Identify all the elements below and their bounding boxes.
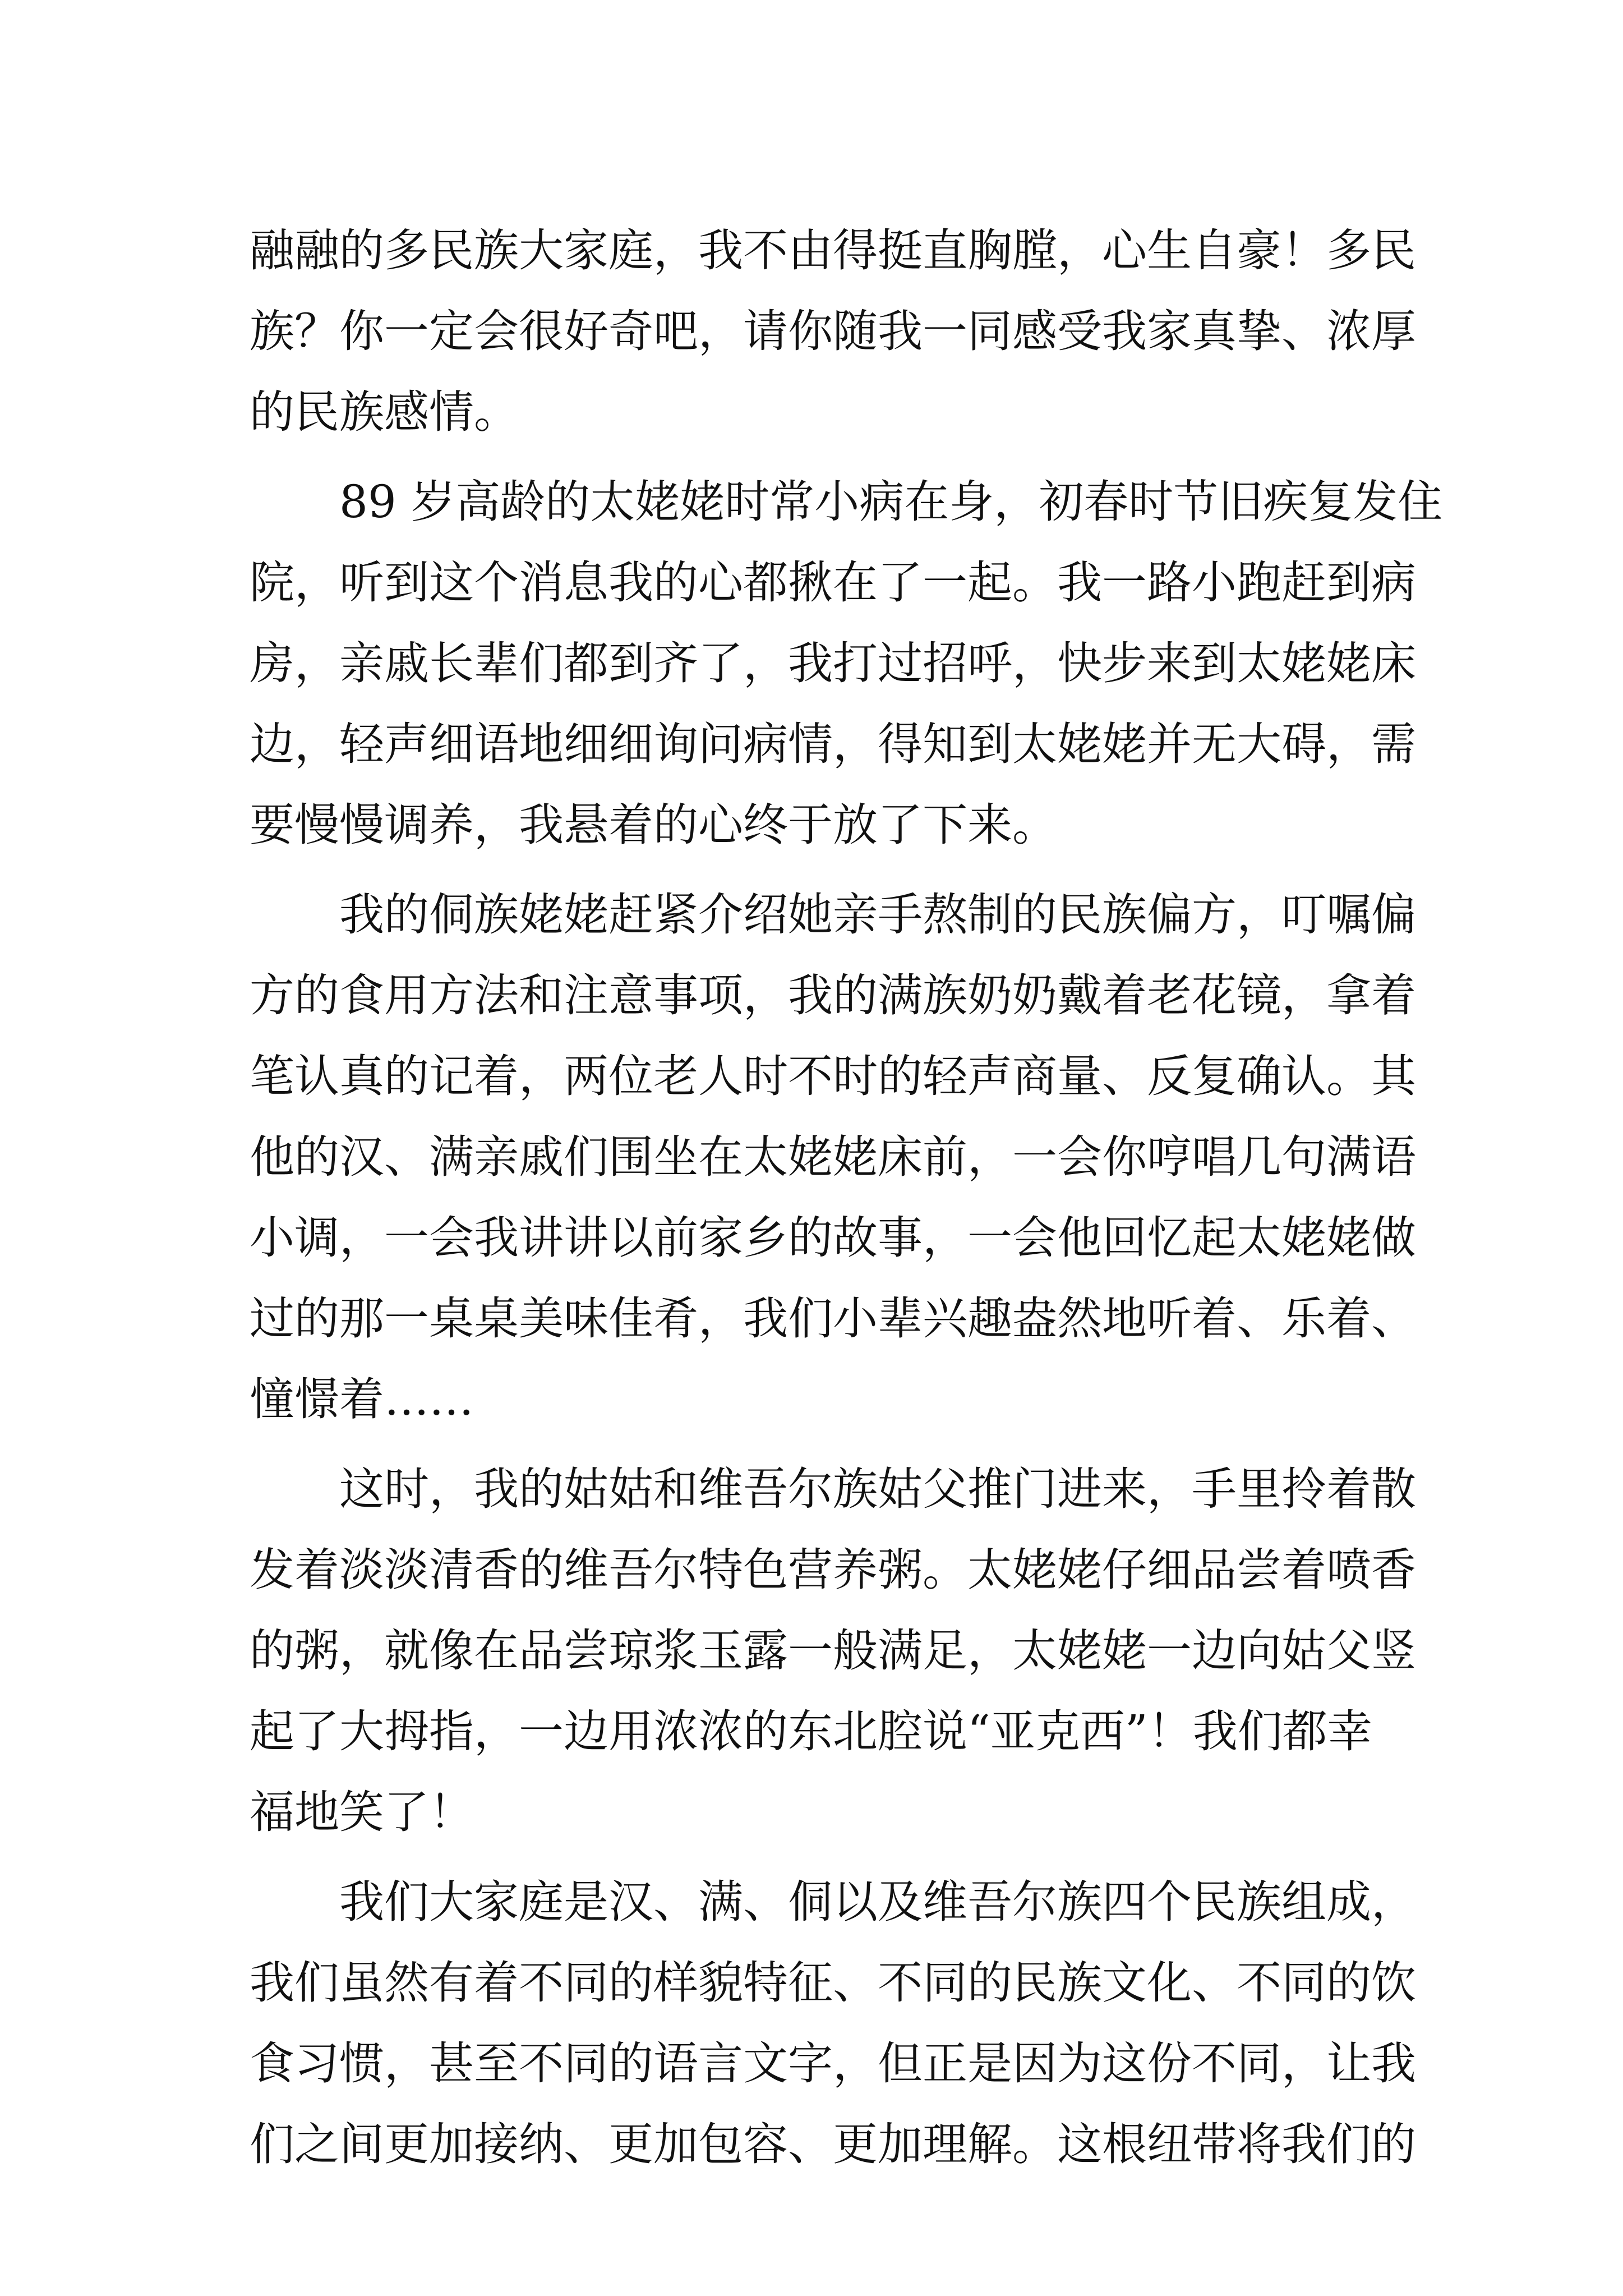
text-line: 们之间更加接纳、更加包容、更加理解。这根纽带将我们的	[250, 2118, 1416, 2170]
text-line: 院，听到这个消息我的心都揪在了一起。我一路小跑赶到病	[250, 556, 1416, 609]
text-line: 这时，我的姑姑和维吾尔族姑父推门进来，手里拎着散	[339, 1463, 1416, 1515]
text-line: 他的汉、满亲戚们围坐在太姥姥床前，一会你哼唱几句满语	[250, 1131, 1416, 1183]
paragraph-1	[250, 210, 1416, 453]
text-line: 食习惯，甚至不同的语言文字，但正是因为这份不同，让我	[250, 2037, 1416, 2090]
text-line: 的粥，就像在品尝琼浆玉露一般满足，太姥姥一边向姑父竖	[250, 1625, 1416, 1677]
paragraph-5	[250, 1862, 1416, 2185]
text-line: 的民族感情。	[250, 386, 519, 438]
text-line: 笔认真的记着，两位老人时不时的轻声商量、反复确认。其	[250, 1050, 1416, 1102]
paragraph-3	[250, 875, 1416, 1440]
text-line: 过的那一桌桌美味佳肴，我们小辈兴趣盎然地听着、乐着、	[250, 1292, 1416, 1345]
text-line: 福地笑了！	[250, 1786, 474, 1838]
text-line: 89 岁高龄的太姥姥时常小病在身，初春时节旧疾复发住	[339, 476, 1443, 528]
text-line: 我们虽然有着不同的样貌特征、不同的民族文化、不同的饮	[250, 1957, 1416, 2009]
text-line: 我们大家庭是汉、满、侗以及维吾尔族四个民族组成，	[339, 1876, 1416, 1928]
text-line: 族？你一定会很好奇吧，请你随我一同感受我家真挚、浓厚	[250, 305, 1416, 357]
text-line: 要慢慢调养，我悬着的心终于放了下来。	[250, 799, 1057, 851]
paragraph-2	[250, 462, 1443, 866]
text-line: 憧憬着……	[250, 1373, 474, 1425]
essay-body	[250, 210, 1443, 2185]
text-line: 起了大拇指，一边用浓浓的东北腔说“亚克西”！我们都幸	[250, 1705, 1372, 1757]
text-line: 边，轻声细语地细细询问病情，得知到太姥姥并无大碍，需	[250, 718, 1416, 770]
text-line: 发着淡淡清香的维吾尔特色营养粥。太姥姥仔细品尝着喷香	[250, 1544, 1416, 1596]
text-line: 方的食用方法和注意事项，我的满族奶奶戴着老花镜，拿着	[250, 969, 1416, 1022]
paragraph-4	[250, 1449, 1416, 1853]
text-line: 房，亲戚长辈们都到齐了，我打过招呼，快步来到太姥姥床	[250, 637, 1416, 689]
text-line: 小调，一会我讲讲以前家乡的故事，一会他回忆起太姥姥做	[250, 1212, 1416, 1264]
text-line: 融融的多民族大家庭，我不由得挺直胸膛，心生自豪！多民	[250, 224, 1416, 277]
text-line: 我的侗族姥姥赶紧介绍她亲手熬制的民族偏方，叮嘱偏	[339, 889, 1416, 941]
